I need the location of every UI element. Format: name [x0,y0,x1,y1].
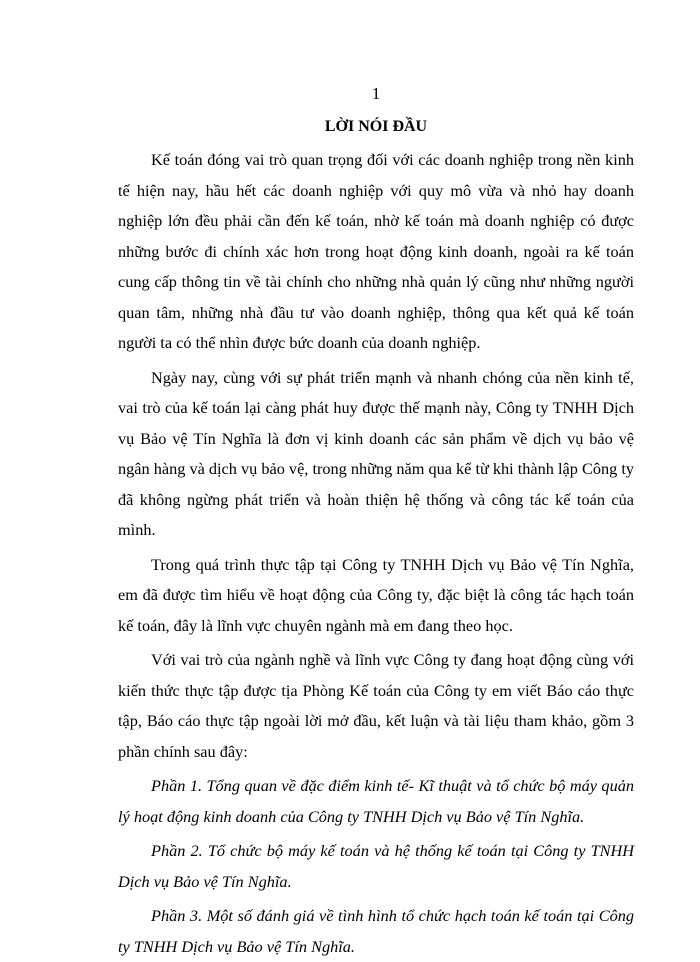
paragraph-1: Kế toán đóng vai trò quan trọng đối với các doanh nghiệp trong nền kinh tế hiện nay, hầu hết các doanh nghiệp với quy mô vừa và nhỏ hay doanh nghiệp lớn đều phải cần đến kế toán, nhờ kế toán mà doanh nghiệp có được những bước đi chính xác hơn trong hoạt động kinh doanh, ngoài ra kế toán cung cấp thông tin về tài chính cho những nhà quản lý cũng như những người quan tâm, những nhà đầu tư vào doanh nghiệp, thông qua kết quả kế toán người ta có thể nhìn được bức doanh của doanh nghiệp. [118,150,634,352]
part-1: Phần 1. Tổng quan về đặc điểm kinh tế- Kĩ thuật và tổ chức bộ máy quản lý hoạt động kinh doanh của Công ty TNHH Dịch vụ Bảo vệ Tín Nghĩa. [118,776,634,826]
page-title: LỜI NÓI ĐẦU [324,118,428,135]
part-3: Phần 3. Một số đánh giá về tình hình tổ chức hạch toán kế toán tại Công ty TNHH Dịch vụ Bảo vệ Tín Nghĩa. [118,906,634,956]
page-number: 1 [371,84,381,103]
paragraph-3: Trong quá trình thực tập tại Công ty TNHH Dịch vụ Bảo vệ Tín Nghĩa, em đã được tìm hiểu về hoạt động của Công ty, đặc biệt là công tác hạch toán kế toán, đây là lĩnh vực chuyên ngành mà em đang theo học. [118,554,634,635]
paragraph-2: Ngày nay, cùng với sự phát triển mạnh và nhanh chóng của nền kinh tế, vai trò của kế toán lại càng phát huy được thế mạnh này, Công ty TNHH Dịch vụ Bảo vệ Tín Nghĩa là đơn vị kinh doanh các sản phẩm về dịch vụ bảo vệ ngân hàng và dịch vụ bảo vệ, trong những năm qua kể từ khi thành lập Công ty đã không ngừng phát triển và hoàn thiện hệ thống và công tác kế toán của mình. [118,367,634,539]
part-2: Phần 2. Tổ chức bộ máy kế toán và hệ thống kế toán tại Công ty TNHH Dịch vụ Bảo vệ Tín Nghĩa. [118,841,634,891]
paragraph-4: Với vai trò của ngành nghề và lĩnh vực Công ty đang hoạt động cùng với kiến thức thực tập được tịa Phòng Kế toán của Công ty em viết Báo cáo thực tập, Báo cáo thực tập ngoài lời mở đầu, kết luận và tài liệu tham khảo, gồm 3 phần chính sau đây: [118,650,634,761]
